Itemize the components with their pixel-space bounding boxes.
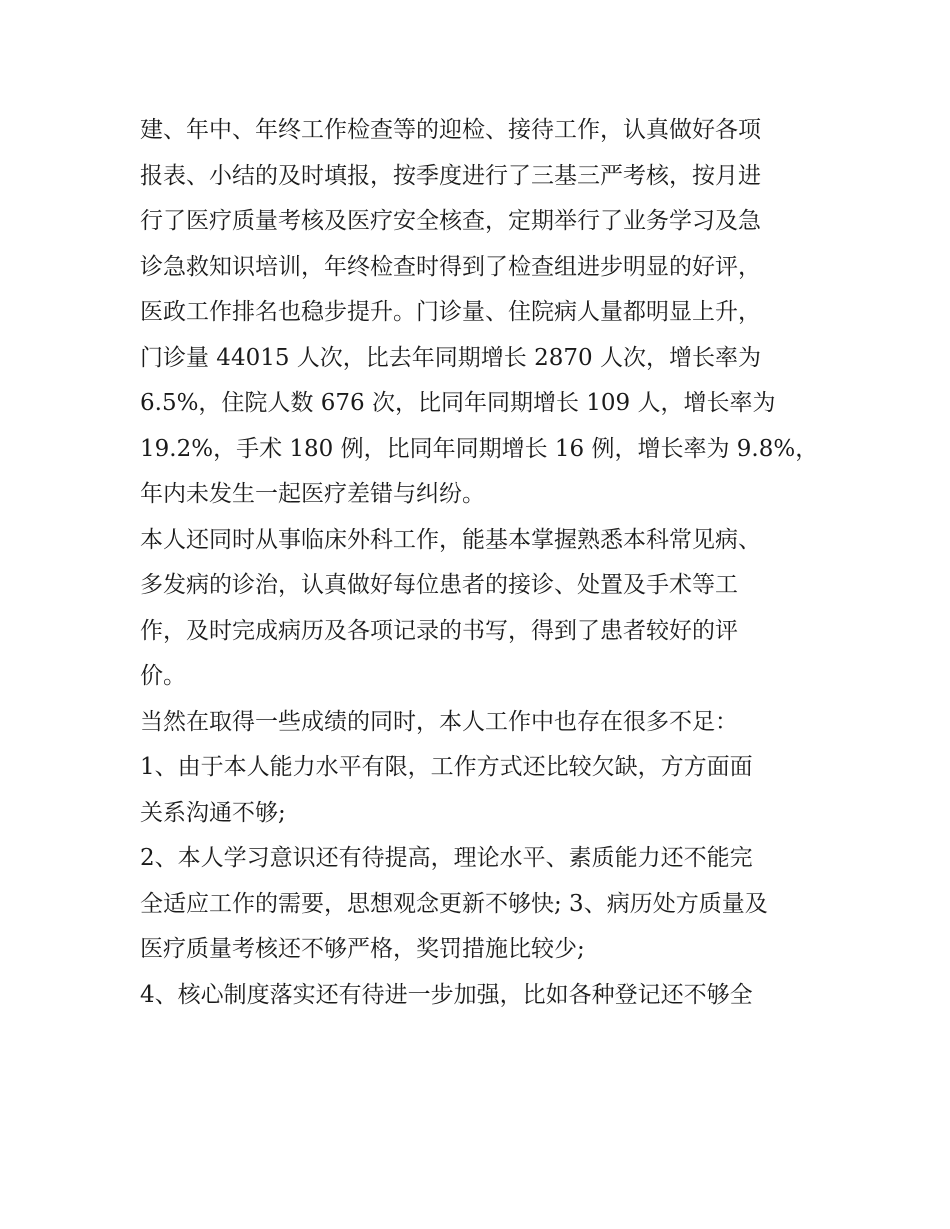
text-line: 多发病的诊治，认真做好每位患者的接诊、处置及手术等工	[140, 572, 738, 598]
text-line: 1、由于本人能力水平有限，工作方式还比较欠缺，方方面面	[140, 754, 753, 780]
document-body	[140, 108, 820, 1018]
text-line: 6.5%，住院人数 676 次，比同年同期增长 109 人，增长率为	[140, 390, 776, 416]
text-line: 全适应工作的需要，思想观念更新不够快; 3、病历处方质量及	[140, 890, 768, 917]
text-line: 医疗质量考核还不够严格，奖罚措施比较少;	[140, 936, 585, 962]
text-line: 关系沟通不够;	[140, 799, 286, 826]
text-line: 年内未发生一起医疗差错与纠纷。	[140, 481, 485, 507]
text-line: 本人还同时从事临床外科工作，能基本掌握熟悉本科常见病、	[140, 526, 761, 553]
text-line: 当然在取得一些成绩的同时，本人工作中也存在很多不足：	[140, 708, 738, 735]
text-line: 行了医疗质量考核及医疗安全核查，定期举行了业务学习及急	[140, 208, 761, 234]
text-line: 报表、小结的及时填报，按季度进行了三基三严考核，按月进	[140, 162, 761, 189]
text-line: 19.2%，手术 180 例，比同年同期增长 16 例，增长率为 9.8%，	[140, 435, 819, 462]
text-line: 4、核心制度落实还有待进一步加强，比如各种登记还不够全	[140, 981, 753, 1008]
text-line: 门诊量 44015 人次，比去年同期增长 2870 人次，增长率为	[140, 344, 761, 371]
text-line: 作，及时完成病历及各项记录的书写，得到了患者较好的评	[140, 617, 738, 644]
text-line: 价。	[140, 663, 186, 689]
text-line: 医政工作排名也稳步提升。门诊量、住院病人量都明显上升，	[140, 299, 761, 325]
text-line: 诊急救知识培训，年终检查时得到了检查组进步明显的好评，	[140, 253, 761, 280]
text-line: 建、年中、年终工作检查等的迎检、接待工作，认真做好各项	[140, 117, 761, 143]
text-line: 2、本人学习意识还有待提高，理论水平、素质能力还不能完	[140, 845, 753, 871]
